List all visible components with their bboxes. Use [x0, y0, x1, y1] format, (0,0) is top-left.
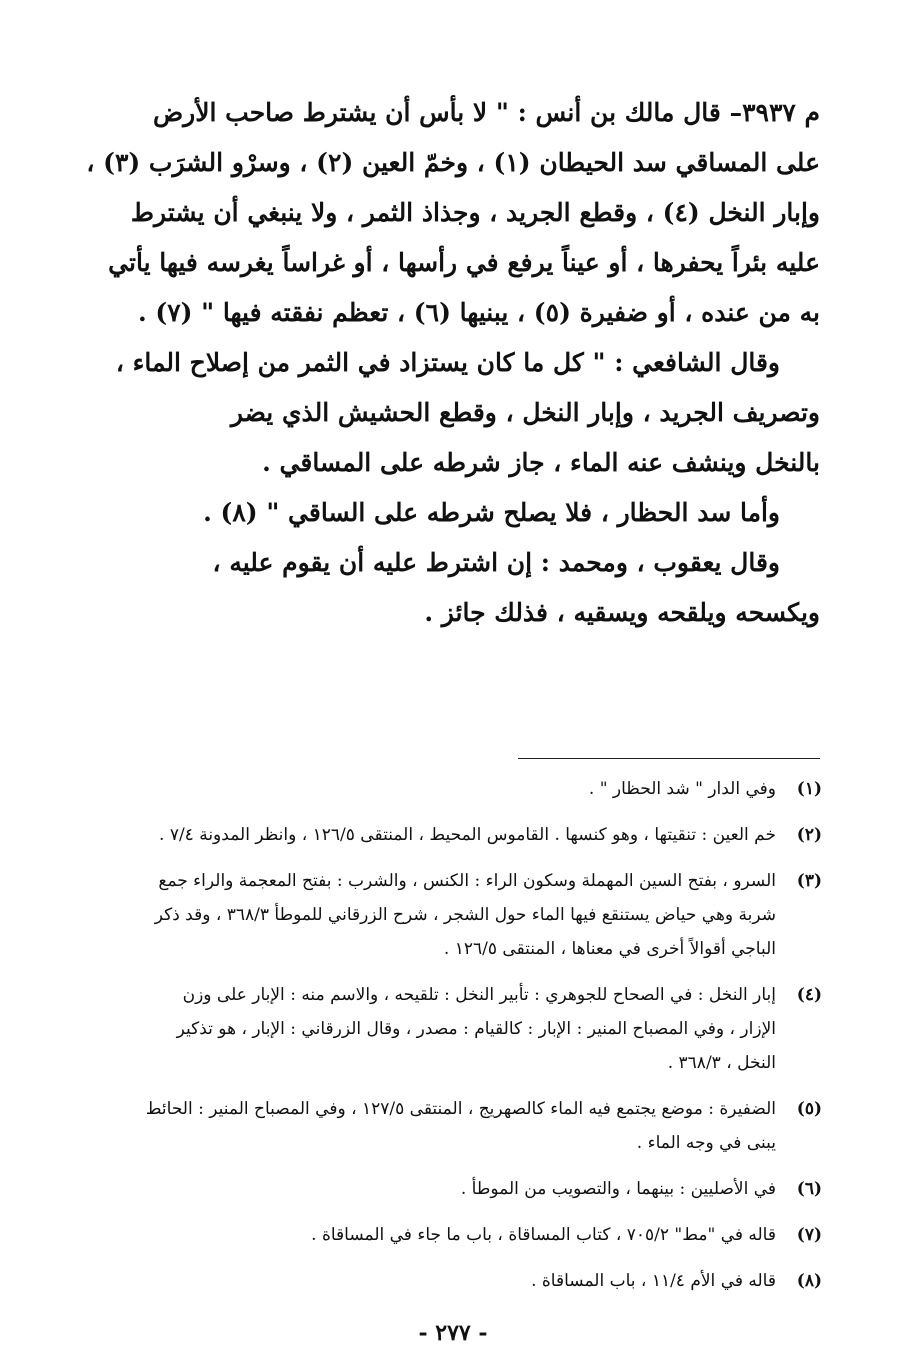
footnotes: [100, 772, 822, 1310]
main-line: وتصريف الجريد ، وإبار النخل ، وقطع الحشيش الذي يضر: [230, 398, 820, 427]
footnote-text: قاله في "مط" ٧٠٥/٢ ، كتاب المساقاة ، باب ما جاء في المساقاة .: [311, 1225, 776, 1245]
footnote-1: [100, 772, 822, 806]
footnote-separator: [518, 758, 820, 759]
main-line: به من عنده ، أو ضفيرة (٥) ، يبنيها (٦) ، تعظم نفقته فيها " (٧) .: [137, 298, 820, 327]
main-line: وأما سد الحظار ، فلا يصلح شرطه على الساقي " (٨) .: [203, 498, 780, 527]
main-line: على المساقي سد الحيطان (١) ، وخمّ العين (٢) ، وسرْو الشرَب (٣) ،: [86, 148, 820, 177]
footnote-5: [100, 1092, 822, 1160]
footnote-number: (٨): [796, 1271, 822, 1291]
footnote-4: [100, 978, 822, 1080]
footnote-text: في الأصليين : بينهما ، والتصويب من الموطأ .: [460, 1179, 776, 1199]
main-line: وإبار النخل (٤) ، وقطع الجريد ، وجذاذ الثمر ، ولا ينبغي أن يشترط: [130, 198, 820, 227]
footnote-number: (٧): [796, 1225, 822, 1245]
page-number: - ٢٧٧ -: [418, 1320, 488, 1346]
main-line: وقال الشافعي : " كل ما كان يستزاد في الثمر من إصلاح الماء ،: [115, 348, 780, 377]
footnote-number: (١): [796, 779, 822, 799]
footnote-7: [100, 1218, 822, 1252]
footnote-6: [100, 1172, 822, 1206]
main-line: وقال يعقوب ، ومحمد : إن اشترط عليه أن يقوم عليه ،: [212, 548, 780, 577]
entry-number: م ٣٩٣٧–: [729, 98, 820, 127]
main-line: عليه بئراً يحفرها ، أو عيناً يرفع في رأسها ، أو غراساً يغرسه فيها يأتي: [108, 248, 820, 277]
main-text: [86, 98, 820, 650]
footnote-2: [100, 818, 822, 852]
footnote-text: وفي الدار " شد الحظار " .: [588, 779, 776, 799]
footnote-8: [100, 1264, 822, 1298]
main-line: بالنخل وينشف عنه الماء ، جاز شرطه على المساقي .: [262, 448, 820, 477]
footnote-text: الضفيرة : موضع يجتمع فيه الماء كالصهريج ، المنتقى ١٢٧/٥ ، وفي المصباح المنير : الحائط يبنى في وجه الماء .: [145, 1099, 776, 1153]
footnote-text: خم العين : تنقيتها ، وهو كنسها . القاموس المحيط ، المنتقى ١٢٦/٥ ، وانظر المدونة ٧/٤ .: [159, 825, 776, 845]
footnote-number: (٦): [796, 1179, 822, 1199]
footnote-text: إبار النخل : في الصحاح للجوهري : تأبير النخل : تلقيحه ، والاسم منه : الإبار على وزن الإزار ، وفي المصباح المنير : الإبار : كالقيام : مصدر ، وقال الزرقاني : الإبار ، هو تذكير النخل ، ٣٦٨/٣ .: [176, 985, 776, 1073]
main-line: م ٣٩٣٧– قال مالك بن أنس : " لا بأس أن يشترط صاحب الأرض: [152, 98, 820, 127]
footnote-number: (٥): [796, 1099, 822, 1119]
footnote-text: قاله في الأم ١١/٤ ، باب المساقاة .: [531, 1271, 776, 1291]
footnote-number: (٤): [796, 985, 822, 1005]
footnote-text: السرو ، بفتح السين المهملة وسكون الراء : الكنس ، والشرب : بفتح المعجمة والراء جمع شربة وهي حياض يستنقع فيها الماء حول الشجر ، شرح الزرقاني للموطأ ٣٦٨/٣ ، وقد ذكر الباجي أقوالاً أخرى في معناها ، المنتقى ١٢٦/٥ .: [154, 871, 776, 959]
footnote-3: [100, 864, 822, 966]
footnote-number: (٢): [796, 825, 822, 845]
footnote-number: (٣): [796, 871, 822, 891]
main-line: ويكسحه ويلقحه ويسقيه ، فذلك جائز .: [424, 598, 820, 627]
